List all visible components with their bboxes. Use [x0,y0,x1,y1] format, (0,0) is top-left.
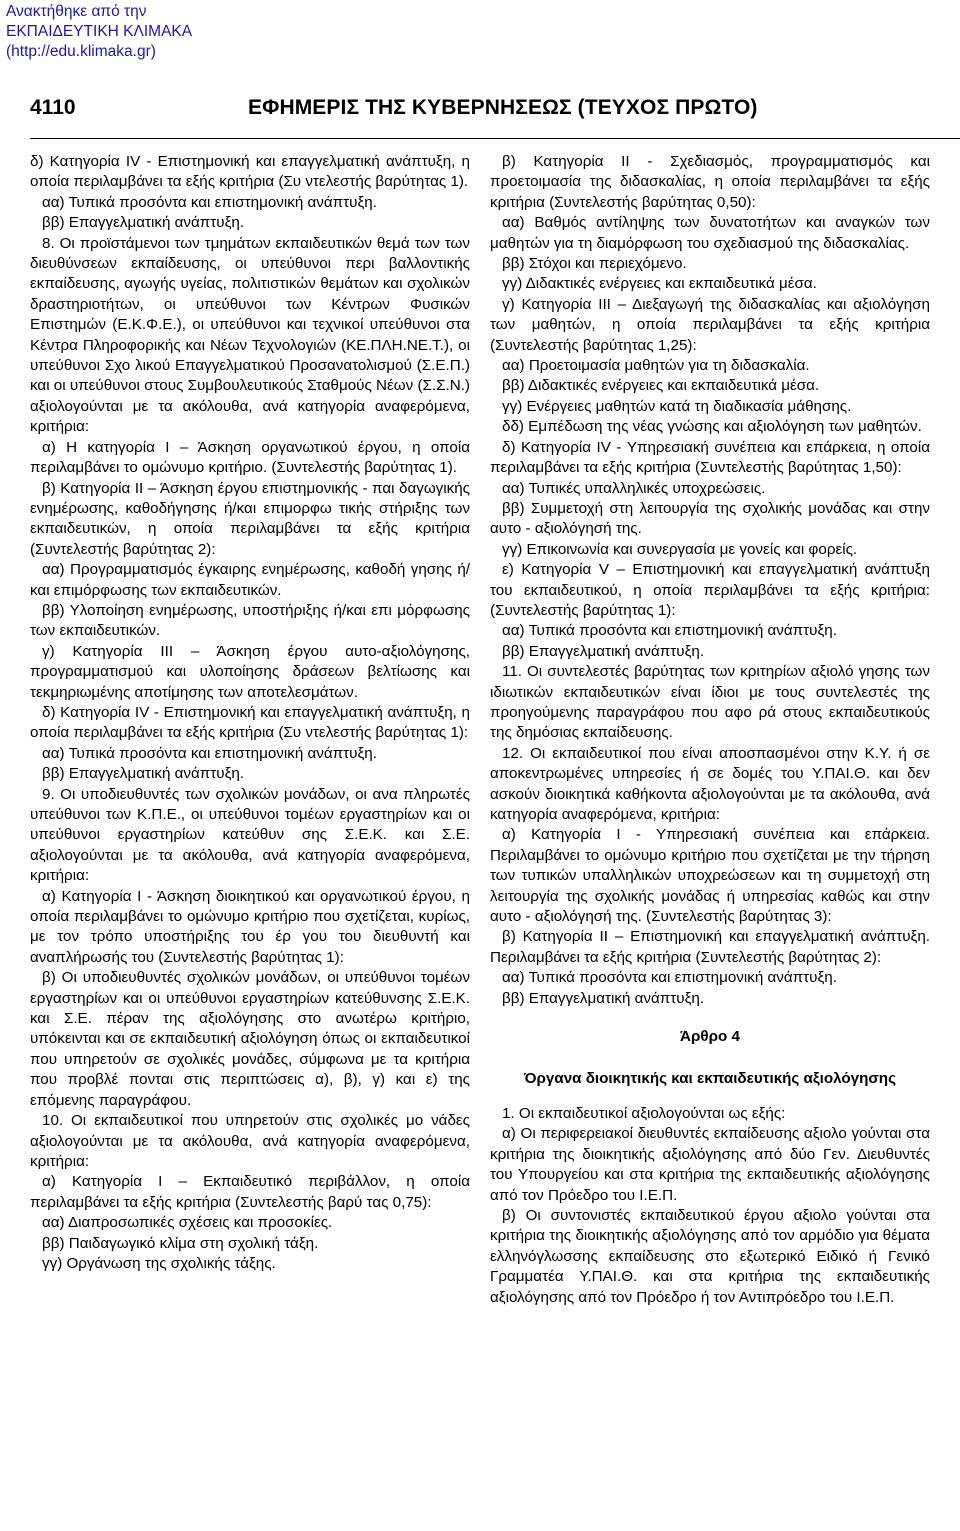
journal-title: ΕΦΗΜΕΡΙΣ ΤΗΣ ΚΥΒΕΡΝΗΣΕΩΣ (ΤΕΥΧΟΣ ΠΡΩΤΟ) [248,96,758,119]
source-note-line-2: ΕΚΠΑΙΔΕΥΤΙΚΗ ΚΛΙΜΑΚΑ [6,23,193,40]
paragraph: α) Κατηγορία Ι ‑ Άσκηση διοικητικού και οργανωτικού έργου, η οποία περιλαμβάνει το ομώνυμο κριτήριο που σχετίζεται, κυρίως, με τον τρόπο υποστήριξης του έρ γου του διευθυντή και αναπλήρωσής του (Συντελεστής βαρύτητας 1): [30,887,470,966]
paragraph: δ) Κατηγορία IV ‑ Επιστημονική και επαγγελματική ανάπτυξη, η οποία περιλαμβάνει τα εξής κριτήρια (Συ ντελεστής βαρύτητας 1). [30,153,470,191]
paragraph: ββ) Επαγγελματική ανάπτυξη. [502,989,705,1007]
paragraph: β) Οι υποδιευθυντές σχολικών μονάδων, οι υπεύθυνοι τομέων εργαστηρίων και οι υπεύθυνοι εργαστηρίων κατεύθυνσης Σ.Ε.Κ. και Σ.Ε. πέραν της αξιολόγησης στο ανωτέρω κριτήριο, υπόκεινται και σε εκπαιδευτική αξιολόγηση όπως οι εκπαιδευτικοί που υπηρετούν σε σχολικές μονάδες, σύμφωνα με τα κριτήρια που προβλέ πονται στις περιπτώσεις α), β), γ) και ε) της επόμενης παραγράφου. [30,969,470,1109]
paragraph: αα) Τυπικά προσόντα και επιστημονική ανάπτυξη. [42,193,377,211]
paragraph: αα) Τυπικά προσόντα και επιστημονική ανάπτυξη. [502,969,837,987]
source-note-line-3: (http://edu.klimaka.gr) [6,43,156,60]
header-divider [30,138,960,139]
paragraph: δ) Κατηγορία IV ‑ Υπηρεσιακή συνέπεια και επάρκεια, η οποία περιλαμβάνει τα εξής κριτήρια (Συντελεστής βαρύτητας 1,50): [490,438,930,477]
paragraph: α) Η κατηγορία Ι – Άσκηση οργανωτικού έργου, η οποία περιλαμβάνει το ομώνυμο κριτήριο. (Συντελεστής βαρύτητας 1). [30,438,470,477]
source-attribution [6,2,192,62]
paragraph: α) Οι περιφερειακοί διευθυντές εκπαίδευσης αξιολο γούνται στα κριτήρια της διοικητικής αξιολόγησης από δύο Γεν. Διευθυντές του Υπουργείου και στα κριτήρια της εκπαιδευτικής αξιολόγησης από τον Πρόεδρο του Ι.Ε.Π. [490,1125,930,1204]
paragraph: γγ) Διδακτικές ενέργειες και εκπαιδευτικά μέσα. [502,275,817,293]
paragraph: αα) Τυπικά προσόντα και επιστημονική ανάπτυξη. [502,622,837,640]
page-header [0,92,960,132]
source-note-line-1: Ανακτήθηκε από την [6,3,147,20]
paragraph: β) Κατηγορία ΙΙ – Άσκηση έργου επιστημονικής ‑ παι δαγωγικής ενημέρωσης, καθοδήγησης ή/και επιμορφω τικής στήριξης των εκπαιδευτικών, η οποία περιλαμβάνει τα εξής κριτήρια (Συντελεστής βαρύτητας 2): [30,479,470,558]
paragraph: β) Κατηγορία ΙΙ ‑ Σχεδιασμός, προγραμματισμός και προετοιμασία της διδασκαλίας, η οποία περιλαμβάνει τα εξής κριτήρια (Συντελεστής βαρύτητας 0,50): [490,153,930,211]
paragraph: ββ) Επαγγελματική ανάπτυξη. [42,765,245,783]
paragraph: 11. Οι συντελεστές βαρύτητας των κριτηρίων αξιολό γησης των ιδιωτικών εκπαιδευτικών είναι ίδιοι με τους συντελεστές της προηγούμενης παραγράφου που αφο ρά στους εκπαιδευτικούς της δημόσιας εκπαίδευσης. [490,663,930,742]
paragraph: ββ) Παιδαγωγικό κλίμα στη σχολική τάξη. [42,1234,319,1252]
paragraph: δδ) Εμπέδωση της νέας γνώσης και αξιολόγηση των μαθητών. [502,418,922,436]
paragraph: αα) Διαπροσωπικές σχέσεις και προσοκίες. [42,1214,333,1232]
paragraph: β) Κατηγορία ΙΙ – Επιστημονική και επαγγελματική ανάπτυξη. Περιλαμβάνει τα εξής κριτήρια (Συντελεστής βαρύτητας 2): [490,928,930,966]
paragraph: α) Κατηγορία Ι – Εκπαιδευτικό περιβάλλον, η οποία περιλαμβάνει τα εξής κριτήρια (Συντελεστής βαρύ τας 0,75): [30,1173,470,1211]
paragraph: ββ) Στόχοι και περιεχόμενο. [502,255,687,273]
paragraph: γ) Κατηγορία ΙΙΙ – Διεξαγωγή της διδασκαλίας και αξιολόγηση των μαθητών, η οποία περιλαμβάνει τα εξής κριτήρια (Συντελεστής βαρύτητας 1,25): [490,295,930,354]
paragraph: 10. Οι εκπαιδευτικοί που υπηρετούν στις σχολικές μο νάδες αξιολογούνται με τα ακόλουθα, ανά κατηγορία αναφερόμενα, κριτήρια: [30,1112,470,1170]
paragraph: αα) Τυπικές υπαλληλικές υποχρεώσεις. [502,479,766,497]
paragraph: 8. Οι προϊστάμενοι των τμημάτων εκπαιδευτικών θεμά των των διευθύνσεων εκπαίδευσης, οι υπεύθυνοι περι βαλλοντικής εκπαίδευσης, αγωγής υγείας, πολιτιστικών θεμάτων και σχολικών δραστηριοτήτων, οι υπεύθυνοι των Κέντρων Φυσικών Επιστημών (Ε.Κ.Φ.Ε.), οι υπεύθυνοι και τεχνικοί υπεύθυνοι στα Κέντρα Πληροφορικής και Νέων Τεχνολογιών (ΚΕ.ΠΛΗ.ΝΕ.Τ.), οι υπεύθυνοι Σχο λικού Επαγγελματικού Προσανατολισμού (Σ.Ε.Π.) και οι υπεύθυνοι στους Συμβουλευτικούς Σταθμούς Νέων (Σ.Σ.Ν.) αξιολογούνται με τα ακόλουθα, ανά κατηγορία αναφερόμενα, κριτήρια: [30,234,470,436]
paragraph: ββ) Επαγγελματική ανάπτυξη. [42,214,245,232]
article-subheading: Όργανα διοικητικής και εκπαιδευτικής αξιολόγησης [524,1070,896,1088]
paragraph: ββ) Επαγγελματική ανάπτυξη. [502,642,705,660]
paragraph: γγ) Ενέργειες μαθητών κατά τη διαδικασία μάθησης. [502,397,852,415]
paragraph: 12. Οι εκπαιδευτικοί που είναι αποσπασμένοι στην Κ.Υ. ή σε αποκεντρωμένες υπηρεσίες ή σε δομές του Υ.ΠΑΙ.Θ. και δεν ασκούν διοικητικά καθήκοντα αξιολογούνται με τα ακόλουθα, ανά κατηγορία αναφερόμενα, κριτήρια: [490,744,930,823]
left-column [30,152,470,1274]
paragraph: ββ) Διδακτικές ενέργειες και εκπαιδευτικά μέσα. [502,377,820,395]
article-heading: Άρθρο 4 [680,1028,740,1046]
paragraph: αα) Προετοιμασία μαθητών για τη διδασκαλία. [502,357,810,375]
paragraph: ββ) Υλοποίηση ενημέρωσης, υποστήριξης ή/και επι μόρφωσης των εκπαιδευτικών. [30,601,470,640]
paragraph: 1. Οι εκπαιδευτικοί αξιολογούνται ως εξής: [502,1104,786,1122]
paragraph: 9. Οι υποδιευθυντές των σχολικών μονάδων, οι ανα πληρωτές υπεύθυνοι των Κ.Π.Ε., οι υπεύθυνοι τομέων εργαστηρίων και οι υπεύθυνοι εργαστηρίων κατεύθυν σης Σ.Ε.Κ. και Σ.Ε. αξιολογούνται με τα ακόλουθα, ανά κατηγορία αναφερόμενα, κριτήρια: [30,785,470,885]
right-column [490,152,930,1308]
paragraph: γγ) Επικοινωνία και συνεργασία με γονείς και φορείς. [502,540,858,558]
paragraph: ββ) Συμμετοχή στη λειτουργία της σχολικής μονάδας και στην αυτο ‑ αξιολόγησή της. [490,499,930,538]
paragraph: β) Οι συντονιστές εκπαιδευτικού έργου αξιολο γούνται στα κριτήρια της διοικητικής αξιολόγησης από τον αρμόδιο για θέματα ελληνόγλωσσης εκπαίδευσης στο εξωτερικό Ειδικό ή Γενικό Γραμματέα Υ.ΠΑΙ.Θ. και στα κριτήρια της εκπαιδευτικής αξιολόγησης από τον Πρόεδρο ή τον Αντιπρόεδρο του Ι.Ε.Π. [490,1206,930,1306]
paragraph: ε) Κατηγορία V – Επιστημονική και επαγγελματική ανάπτυξη του εκπαιδευτικού, η οποία περιλαμβάνει τα εξής κριτήρια: (Συντελεστής βαρύτητας 1): [490,561,930,619]
paragraph: αα) Βαθμός αντίληψης των δυνατοτήτων και αναγκών των μαθητών για τη διαμόρφωση του σχεδιασμού της διδασκαλίας. [490,214,930,252]
paragraph: αα) Τυπικά προσόντα και επιστημονική ανάπτυξη. [42,744,377,762]
paragraph: γγ) Οργάνωση της σχολικής τάξης. [42,1254,276,1272]
paragraph: γ) Κατηγορία ΙΙΙ – Άσκηση έργου αυτο‑αξιολόγησης, προγραμματισμού και υλοποίησης δράσεων βελτίωσης και τεκμηριωμένης αποτίμησης των αποτελεσμάτων. [30,642,470,701]
paragraph: δ) Κατηγορία IV ‑ Επιστημονική και επαγγελματική ανάπτυξη, η οποία περιλαμβάνει τα εξής κριτήρια (Συ ντελεστής βαρύτητας 1): [30,703,470,742]
paragraph: αα) Προγραμματισμός έγκαιρης ενημέρωσης, καθοδή γησης ή/και επιμόρφωσης των εκπαιδευτικών. [30,561,470,599]
paragraph: α) Κατηγορία Ι ‑ Υπηρεσιακή συνέπεια και επάρκεια. Περιλαμβάνει το ομώνυμο κριτήριο που σχετίζεται με την τήρηση των τυπικών υπαλληλικών υποχρεώσεων και τη συμμετοχή στη λειτουργία της σχολικής μονάδας ή υπηρεσίας καθώς και στην αυτο ‑ αξιολόγησή της. (Συντελεστής βαρύτητας 3): [490,826,930,926]
page-number: 4110 [30,96,76,119]
